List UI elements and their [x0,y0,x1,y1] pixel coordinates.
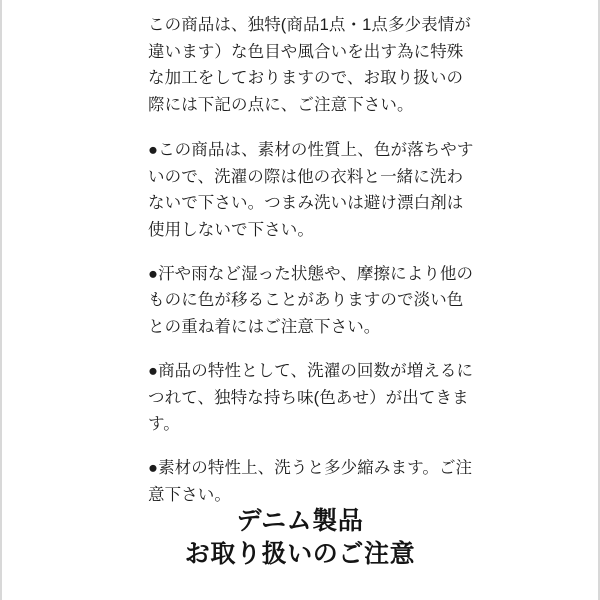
care-paragraph-5: ●素材の特性上、洗うと多少縮みます。ご注意下さい。 [148,459,473,504]
footer-title-line-2: お取り扱いのご注意 [184,540,416,568]
care-paragraph-2: ●この商品は、素材の性質上、色が落ちやすいので、洗濯の際は他の衣料と一緒に洗わないで下さい。つまみ洗いは避け漂白剤は使用しないで下さい。 [148,140,474,240]
care-paragraph-4: ●商品の特性として、洗濯の回数が増えるにつれて、独特な持ち味(色あせ）が出てきます。 [148,361,474,434]
care-instructions-body [148,12,478,526]
footer-title-line-1: デニム製品 [236,507,364,535]
care-paragraph-1: この商品は、独特(商品1点・1点多少表情が違います）な色目や風合いを出す為に特殊な加工をしておりますので、お取り扱いの際には下記の点に、ご注意下さい。 [148,16,471,115]
document-footer [0,505,600,571]
care-paragraph-3: ●汗や雨など湿った状態や、摩擦により他のものに色が移ることがありますので淡い色との重ね着にはご注意下さい。 [148,264,474,337]
